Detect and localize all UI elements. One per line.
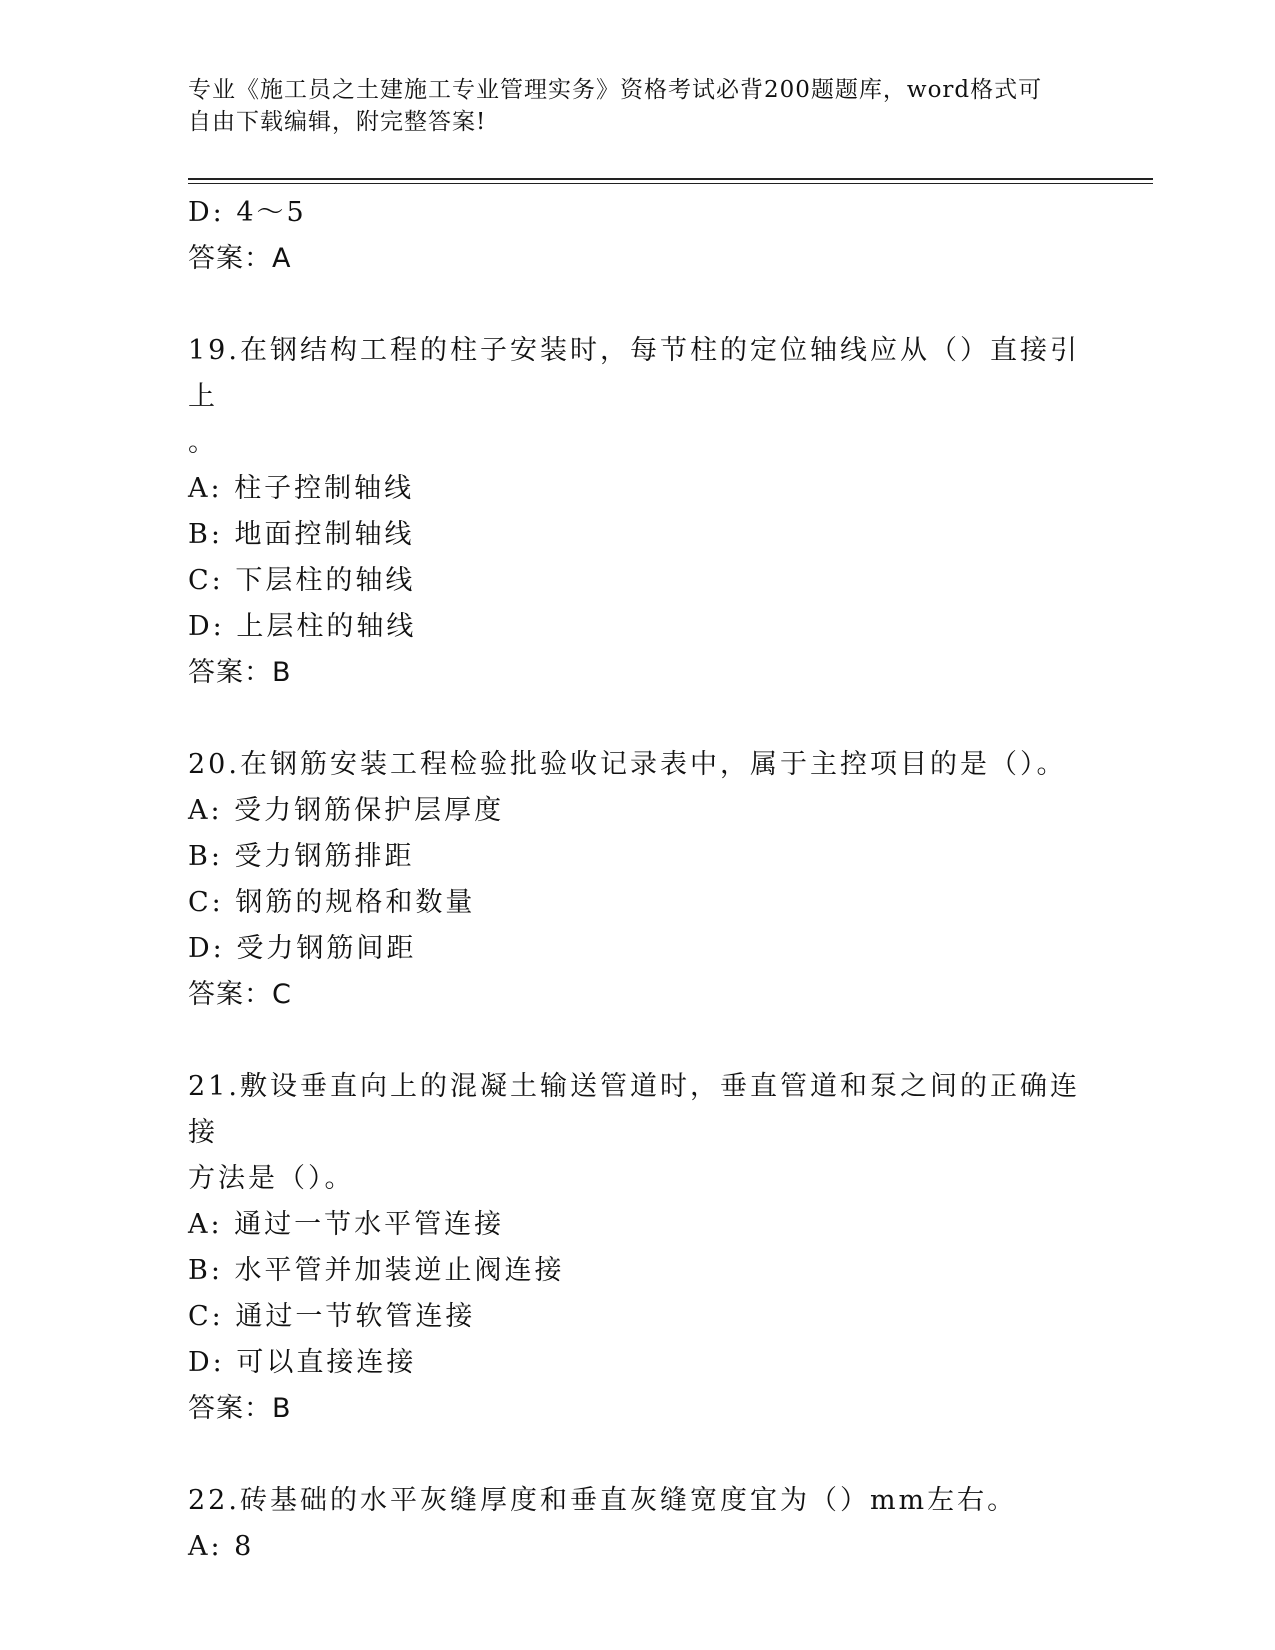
question-stem: 22.砖基础的水平灰缝厚度和垂直灰缝宽度宜为（）mm左右。 — [188, 1485, 1018, 1516]
question-stem-continued: 方法是（）。 — [188, 1163, 355, 1194]
spacer — [188, 1018, 1088, 1064]
document-header — [188, 74, 1068, 138]
spacer — [188, 1432, 1088, 1478]
question-stem: 19.在钢结构工程的柱子安装时，每节柱的定位轴线应从（）直接引上 — [188, 335, 1080, 412]
question-list — [188, 190, 1088, 1570]
option-a: A: 8 — [188, 1531, 255, 1562]
option-a: A: 受力钢筋保护层厚度 — [188, 795, 505, 826]
question-22 — [188, 1478, 1088, 1570]
spacer — [188, 282, 1088, 328]
question-stem: 21.敷设垂直向上的混凝土输送管道时，垂直管道和泵之间的正确连接 — [188, 1071, 1080, 1148]
header-divider-thin — [188, 183, 1153, 184]
option-a: A: 通过一节水平管连接 — [188, 1209, 505, 1240]
option-d: D: 上层柱的轴线 — [188, 611, 417, 642]
question-stem-continued: 。 — [188, 427, 218, 458]
option-b: B: 受力钢筋排距 — [188, 841, 415, 872]
header-divider-thick — [188, 178, 1153, 180]
spacer — [188, 696, 1088, 742]
option-d: D: 可以直接连接 — [188, 1347, 417, 1378]
question-20 — [188, 742, 1088, 1018]
option-c: C: 通过一节软管连接 — [188, 1301, 476, 1332]
answer: 答案：B — [188, 657, 292, 688]
question-19 — [188, 328, 1088, 696]
question-21 — [188, 1064, 1088, 1432]
option-c: C: 钢筋的规格和数量 — [188, 887, 476, 918]
option-b: B: 水平管并加装逆止阀连接 — [188, 1255, 565, 1286]
option-d: D: 受力钢筋间距 — [188, 933, 417, 964]
answer: 答案：B — [188, 1393, 292, 1424]
header-line-1: 专业《施工员之土建施工专业管理实务》资格考试必背200题题库，word格式可 — [188, 77, 1043, 103]
answer: 答案：C — [188, 979, 292, 1010]
option-c: C: 下层柱的轴线 — [188, 565, 416, 596]
prev-option-d: D: 4～5 — [188, 197, 307, 228]
option-b: B: 地面控制轴线 — [188, 519, 415, 550]
question-stem: 20.在钢筋安装工程检验批验收记录表中，属于主控项目的是（）。 — [188, 749, 1067, 780]
prev-answer: 答案：A — [188, 243, 292, 274]
option-a: A: 柱子控制轴线 — [188, 473, 415, 504]
header-line-2: 自由下载编辑，附完整答案! — [188, 109, 487, 135]
